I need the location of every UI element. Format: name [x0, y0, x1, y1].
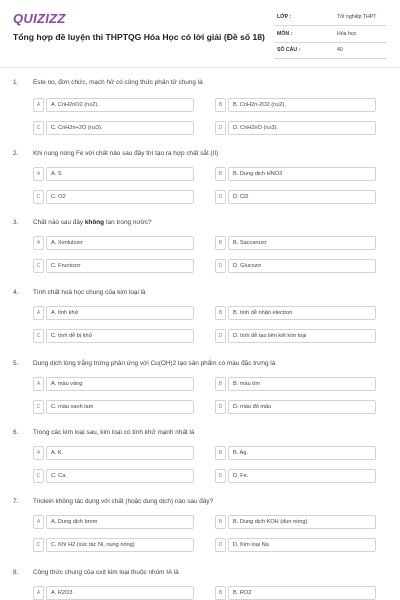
question-number: 5.: [13, 360, 19, 367]
option-text: C. CnH2n+2O (n≥3).: [51, 125, 103, 131]
question-text: Tính chất hoá học chung của kim loại là: [33, 289, 146, 296]
question-number: 3.: [13, 219, 19, 226]
option-letter: B: [215, 515, 226, 529]
option-box: [46, 98, 194, 112]
option-a[interactable]: [33, 515, 194, 530]
option-letter: A: [33, 446, 44, 460]
option-text: A. K.: [51, 450, 64, 456]
option-box: [228, 236, 376, 250]
option-b[interactable]: [215, 306, 376, 321]
option-box: [228, 259, 376, 273]
option-text: D. Kim loại Na: [233, 542, 269, 548]
option-box: [46, 515, 194, 529]
option-text: B. tính dễ nhận electron: [233, 310, 293, 316]
option-b[interactable]: [215, 586, 376, 600]
option-box: [46, 306, 194, 320]
option-text: B. Dung dịch KOH (đun nóng): [233, 519, 308, 525]
option-text: C. tính dễ bị khử: [51, 333, 93, 339]
option-d[interactable]: [215, 259, 376, 274]
meta-row-count: [274, 45, 386, 59]
option-letter: C: [33, 400, 44, 414]
option-text: D. tính dễ tạo liên kết kim loại: [233, 333, 307, 339]
option-text: D. Fe.: [233, 473, 249, 479]
option-box: [46, 236, 194, 250]
question-number: 6.: [13, 429, 19, 436]
option-text: B. Ag.: [233, 450, 248, 456]
option-box: [228, 515, 376, 529]
option-letter: C: [33, 329, 44, 343]
option-box: [228, 167, 376, 181]
option-box: [228, 446, 376, 460]
option-box: [46, 400, 194, 414]
option-c[interactable]: [33, 538, 194, 553]
option-text: B. CnH2n-2O2 (n≥2).: [233, 102, 286, 108]
option-letter: A: [33, 586, 44, 600]
option-box: [228, 306, 376, 320]
option-text: D. CnH2nO (n≥3).: [233, 125, 279, 131]
meta-label: SỐ CÂU :: [277, 47, 301, 54]
page-title: Tổng hợp đề luyện thi THPTQG Hóa Học có lời giải (Đề số 18): [13, 32, 265, 42]
option-box: [228, 121, 376, 135]
option-text: A. tính khử: [51, 310, 79, 316]
option-text: A. Xenlulozơ: [51, 240, 83, 246]
option-box: [228, 469, 376, 483]
meta-table: [274, 12, 386, 62]
question-text: Trong các kim loại sau, kim loại có tính khử mạnh nhất là: [33, 429, 195, 436]
option-letter: A: [33, 306, 44, 320]
option-box: [228, 538, 376, 552]
option-d[interactable]: [215, 329, 376, 344]
option-c[interactable]: [33, 469, 194, 484]
question-number: 2.: [13, 150, 19, 157]
option-text: A. màu vàng: [51, 381, 83, 387]
question-number: 1.: [13, 79, 19, 86]
option-letter: C: [33, 121, 44, 135]
header-divider: [0, 67, 400, 68]
option-letter: D: [215, 329, 226, 343]
option-letter: D: [215, 121, 226, 135]
question-text: [33, 219, 152, 226]
option-c[interactable]: [33, 400, 194, 415]
question-number: 8.: [13, 569, 19, 576]
option-letter: D: [215, 400, 226, 414]
option-box: [228, 400, 376, 414]
option-a[interactable]: [33, 236, 194, 251]
option-text: A. S: [51, 171, 62, 177]
option-d[interactable]: [215, 469, 376, 484]
option-letter: B: [215, 98, 226, 112]
meta-label: LỚP :: [277, 14, 292, 20]
option-d[interactable]: [215, 121, 376, 136]
option-box: [228, 329, 376, 343]
option-b[interactable]: [215, 446, 376, 461]
option-text: A. Dung dịch brom: [51, 519, 98, 525]
option-letter: C: [33, 469, 44, 483]
option-b[interactable]: [215, 167, 376, 182]
option-text: D. Cl2: [233, 194, 249, 200]
option-d[interactable]: [215, 190, 376, 205]
option-a[interactable]: [33, 167, 194, 182]
option-text: C. Khí H2 (xúc tác Ni, nung nóng): [51, 542, 135, 548]
question-text: Triolein không tác dụng với chất (hoặc dung dịch) nào sau đây?: [33, 498, 214, 505]
option-text: B. Dung dịch HNO3: [233, 171, 283, 177]
meta-label: MÔN :: [277, 30, 293, 37]
option-box: [46, 446, 194, 460]
option-b[interactable]: [215, 98, 376, 113]
option-text: C. Fructozơ: [51, 263, 81, 269]
question-text: Công thức chung của oxit kim loại thuộc nhóm IA là: [33, 569, 179, 576]
question-number: 4.: [13, 289, 19, 296]
option-letter: C: [33, 259, 44, 273]
option-a[interactable]: [33, 306, 194, 321]
option-letter: A: [33, 515, 44, 529]
option-a[interactable]: [33, 98, 194, 113]
option-letter: C: [33, 538, 44, 552]
option-letter: A: [33, 377, 44, 391]
meta-value: Tốt nghiệp THPT: [337, 14, 377, 20]
option-letter: D: [215, 190, 226, 204]
option-b[interactable]: [215, 515, 376, 530]
option-box: [46, 190, 194, 204]
option-box: [228, 377, 376, 391]
option-a[interactable]: [33, 377, 194, 392]
option-d[interactable]: [215, 538, 376, 553]
option-letter: C: [33, 190, 44, 204]
question-text-part: Chất nào sau đây: [33, 219, 85, 226]
option-letter: B: [215, 236, 226, 250]
option-letter: D: [215, 538, 226, 552]
option-box: [228, 190, 376, 204]
option-c[interactable]: [33, 329, 194, 344]
option-letter: B: [215, 167, 226, 181]
option-b[interactable]: [215, 236, 376, 251]
question-text: Este no, đơn chức, mạch hở có công thức phân tử chung là: [33, 79, 203, 86]
option-text: D. màu đỏ máu: [233, 404, 272, 410]
option-text: A. R2O3: [51, 590, 73, 596]
option-letter: B: [215, 377, 226, 391]
option-box: [228, 98, 376, 112]
option-text: B. màu tím: [233, 381, 261, 387]
option-letter: B: [215, 306, 226, 320]
option-letter: B: [215, 446, 226, 460]
meta-row-subject: [274, 29, 386, 43]
option-box: [46, 259, 194, 273]
question-text: Khi nung nóng Fe với chất nào sau đây thì tạo ra hợp chất sắt (II): [33, 150, 219, 157]
worksheet-header: [0, 0, 400, 68]
option-box: [46, 121, 194, 135]
option-letter: D: [215, 259, 226, 273]
option-c[interactable]: [33, 121, 194, 136]
option-b[interactable]: [215, 377, 376, 392]
option-text: C. Ca.: [51, 473, 67, 479]
option-box: [46, 586, 194, 600]
question-text: Dung dịch lòng trắng trứng phản ứng với Cu(OH)2 tạo sản phẩm có màu đặc trưng là: [33, 360, 276, 367]
question-text-part: tan trong nước?: [104, 219, 152, 226]
option-box: [46, 167, 194, 181]
meta-value: Hóa học: [337, 30, 357, 37]
option-text: B. RO2: [233, 590, 252, 596]
meta-row-class: [274, 12, 386, 26]
option-box: [228, 586, 376, 600]
option-text: A. CnH2nO2 (n≥2).: [51, 102, 99, 108]
question-text-emphasis: không: [84, 219, 105, 226]
option-text: C. O2: [51, 194, 66, 200]
option-letter: B: [215, 586, 226, 600]
option-letter: D: [215, 469, 226, 483]
option-d[interactable]: [215, 400, 376, 415]
option-box: [46, 469, 194, 483]
option-letter: A: [33, 98, 44, 112]
option-box: [46, 538, 194, 552]
meta-value: 40: [337, 47, 343, 54]
option-c[interactable]: [33, 190, 194, 205]
option-c[interactable]: [33, 259, 194, 274]
option-letter: A: [33, 236, 44, 250]
question-number: 7.: [13, 498, 19, 505]
option-box: [46, 377, 194, 391]
option-a[interactable]: [33, 446, 194, 461]
option-text: C. màu xanh lam: [51, 404, 94, 410]
option-text: B. Saccarozơ: [233, 240, 267, 246]
option-box: [46, 329, 194, 343]
option-text: D. Glucozơ: [233, 263, 262, 269]
option-a[interactable]: [33, 586, 194, 600]
quizizz-logo: QUIZIZZ: [13, 11, 66, 26]
option-letter: A: [33, 167, 44, 181]
